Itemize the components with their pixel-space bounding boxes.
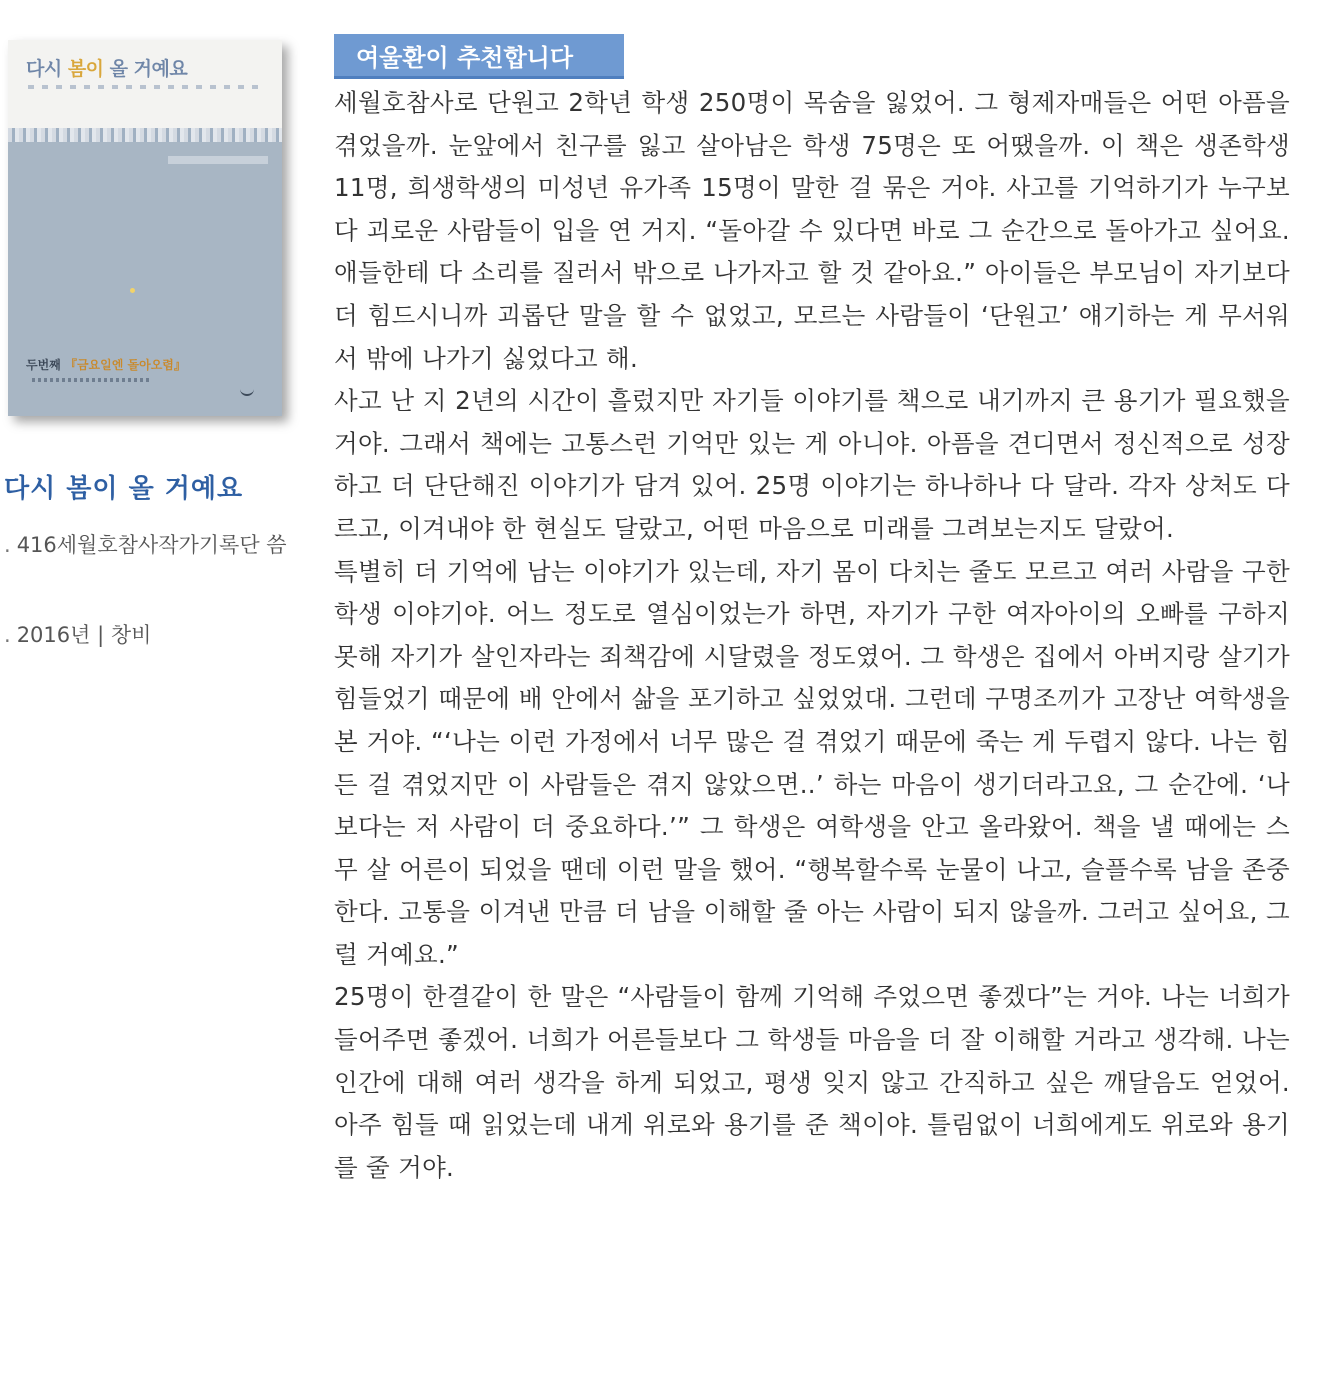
publisher-logo-icon — [240, 386, 254, 396]
cover-series-highlight: 『금요일엔 돌아오렴』 — [64, 358, 186, 372]
cover-subtitle-decoration — [28, 85, 258, 89]
article-paragraph: 25명이 한결같이 한 말은 “사람들이 함께 기억해 주었으면 좋겠다”는 거야. 나는 너희가 들어주면 좋겠어. 너희가 어른들보다 그 학생들 마음을 더 잘 이해할 거라고 생각해. 나는 인간에 대해 여러 생각을 하게 되었고, 평생 잊지 않고 간직하고 싶은 깨달음도 얻었어. 아주 힘들 때 읽었는데 내게 위로와 용기를 준 책이야. 틀림없이 너희에게도 위로와 용기를 줄 거야. — [334, 982, 1290, 1182]
article-paragraph: 세월호참사로 단원고 2학년 학생 250명이 목숨을 잃었어. 그 형제자매들은 어떤 아픔을 겪었을까. 눈앞에서 친구를 잃고 살아남은 학생 75명은 또 어땠을까. 이 책은 생존학생 11명, 희생학생의 미성년 유가족 15명이 말한 걸 묶은 거야. 사고를 기억하기가 누구보다 괴로운 사람들이 입을 연 거지. “돌아갈 수 있다면 바로 그 순간으로 돌아가고 싶어요. 애들한테 다 소리를 질러서 밖으로 나가자고 할 것 같아요.” 아이들은 부모님이 자기보다 더 힘드시니까 괴롭단 말을 할 수 없었고, 모르는 사람들이 ‘단원고’ 얘기하는 게 무서워서 밖에 나가기 싫었다고 해. — [334, 88, 1290, 373]
article-paragraph: 특별히 더 기억에 남는 이야기가 있는데, 자기 몸이 다치는 줄도 모르고 여러 사람을 구한 학생 이야기야. 어느 정도로 열심이었는가 하면, 자기가 구한 여자아이의 오빠를 구하지 못해 자기가 살인자라는 죄책감에 시달렸을 정도였어. 그 학생은 집에서 아버지랑 살기가 힘들었기 때문에 배 안에서 삶을 포기하고 싶었었대. 그런데 구명조끼가 고장난 여학생을 본 거야. “‘나는 이런 가정에서 너무 많은 걸 겪었기 때문에 죽는 게 두렵지 않다. 나는 힘든 걸 겪었지만 이 사람들은 겪지 않았으면..’ 하는 마음이 생기더라고요, 그 순간에. ‘나보다는 저 사람이 더 중요하다.’” 그 학생은 여학생을 안고 올라왔어. 책을 낼 때에는 스무 살 어른이 되었을 땐데 이런 말을 했어. “행복할수록 눈물이 나고, 슬플수록 남을 존중한다. 고통을 이겨낸 만큼 더 남을 이해할 줄 아는 사람이 되지 않을까. 그러고 싶어요, 그럴 거예요.” — [334, 556, 1290, 969]
cover-people-illustration — [8, 128, 282, 142]
bullet: . — [4, 533, 11, 557]
section-heading-box — [334, 34, 624, 79]
bullet: . — [4, 623, 11, 647]
cover-series-title — [26, 356, 186, 373]
cover-title — [26, 54, 187, 81]
section-heading: 여울환이 추천합니다 — [356, 44, 574, 72]
cover-star-icon — [130, 288, 135, 293]
cover-label-decoration — [168, 156, 268, 164]
book-cover-image — [8, 40, 282, 416]
book-author — [4, 524, 304, 566]
book-author-text: 416세월호참사작가기록단 씀 — [16, 533, 287, 557]
cover-title-highlight: 봄이 — [67, 58, 104, 80]
article-paragraph: 사고 난 지 2년의 시간이 흘렀지만 자기들 이야기를 책으로 내기까지 큰 용기가 필요했을 거야. 그래서 책에는 고통스런 기억만 있는 게 아니야. 아픔을 견디면서 정신적으로 성장하고 더 단단해진 이야기가 담겨 있어. 25명 이야기는 하나하나 다 달라. 각자 상처도 다르고, 이겨내야 한 현실도 달랐고, 어떤 마음으로 미래를 그려보는지도 달랐어. — [334, 386, 1290, 543]
cover-title-pre: 다시 — [26, 58, 68, 80]
book-title: 다시 봄이 올 거예요 — [4, 474, 244, 504]
book-publication — [4, 614, 151, 656]
cover-series-pre: 두번째 — [26, 358, 65, 372]
article-body — [334, 82, 1290, 1189]
cover-series-subtitle-decoration — [32, 378, 152, 382]
cover-title-post: 올 거예요 — [103, 58, 188, 80]
book-publication-text: 2016년 | 창비 — [16, 623, 152, 647]
